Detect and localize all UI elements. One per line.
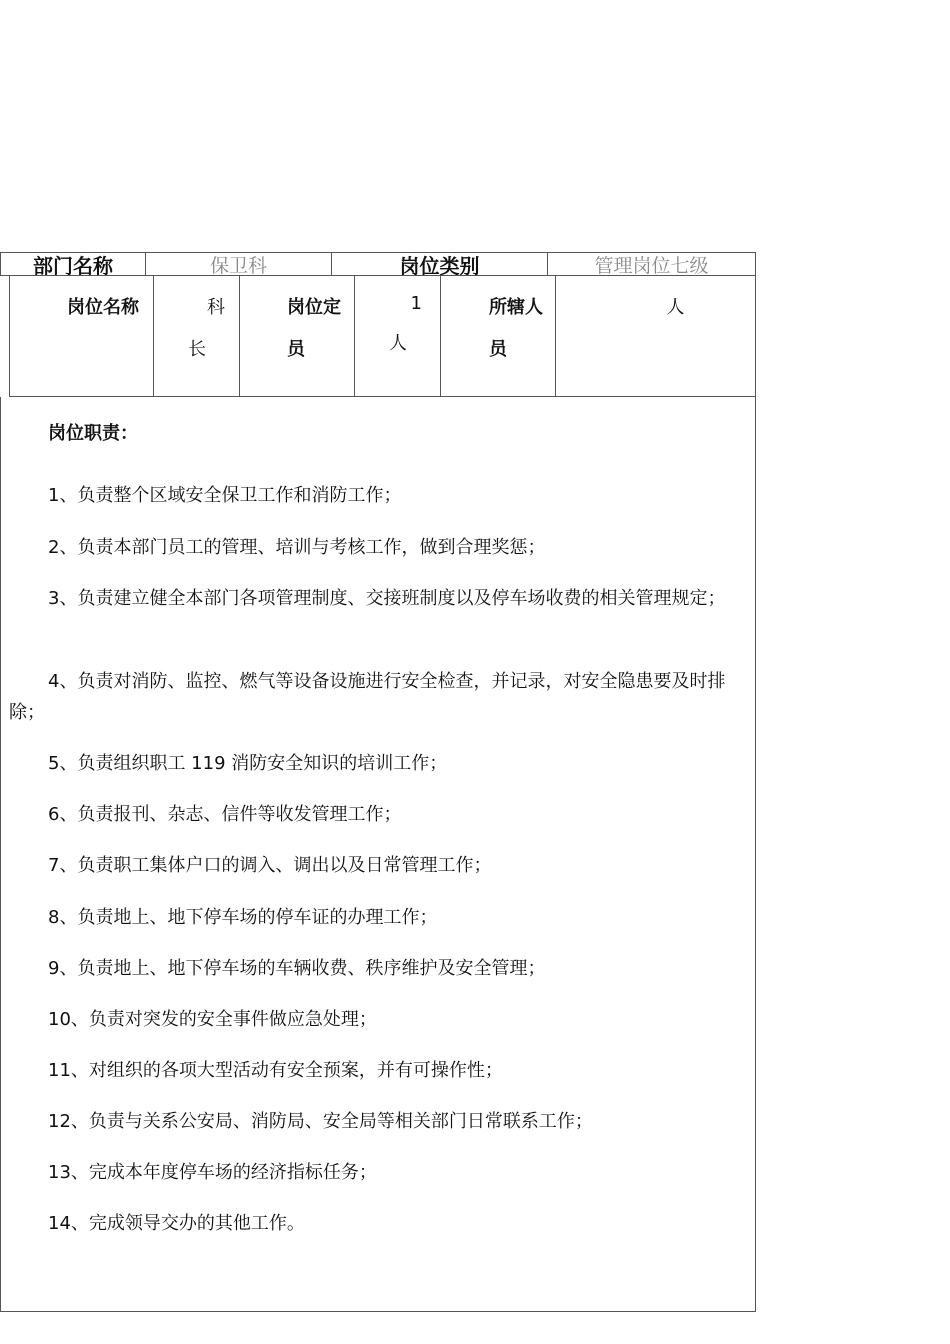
position-quota-label-line1: 岗位定 — [287, 297, 341, 318]
duty-item: 9、负责地上、地下停车场的车辆收费、秩序维护及安全管理； — [48, 958, 546, 979]
duty-item: 3、负责建立健全本部门各项管理制度、交接班制度以及停车场收费的相关管理规定； — [48, 588, 726, 609]
duty-item: 5、负责组织职工 119 消防安全知识的培训工作； — [48, 753, 448, 774]
duty-item: 10、负责对突发的安全事件做应急处理； — [48, 1009, 377, 1030]
duty-item: 7、负责职工集体户口的调入、调出以及日常管理工作； — [48, 855, 492, 876]
position-quota-label-cell — [240, 276, 355, 396]
staff-value-cell — [556, 276, 755, 396]
staff-label-line2: 员 — [489, 339, 507, 360]
duty-item: 8、负责地上、地下停车场的停车证的办理工作； — [48, 907, 438, 928]
position-name-value-line2: 长 — [188, 339, 206, 360]
staff-label-line1: 所辖人 — [489, 297, 543, 318]
position-quota-label-line2: 员 — [287, 339, 305, 360]
position-name-value-line1: 科 — [207, 297, 225, 318]
duty-item: 2、负责本部门员工的管理、培训与考核工作，做到合理奖惩； — [48, 537, 546, 558]
duty-item: 13、完成本年度停车场的经济指标任务； — [48, 1162, 377, 1183]
position-name-label: 岗位名称 — [67, 297, 139, 318]
position-quota-value-cell — [355, 276, 441, 396]
header-row — [0, 252, 756, 276]
staff-value: 人 — [666, 297, 685, 318]
position-name-label-cell — [10, 276, 154, 396]
position-quota-value-line2: 人 — [389, 333, 407, 354]
duty-item: 4、负责对消防、监控、燃气等设备设施进行安全检查，并记录，对安全隐患要及时排除； — [9, 671, 726, 723]
duty-item: 6、负责报刊、杂志、信件等收发管理工作； — [48, 804, 402, 825]
dept-value: 保卫科 — [146, 253, 332, 275]
duty-item: 14、完成领导交办的其他工作。 — [48, 1213, 305, 1234]
category-label: 岗位类别 — [332, 253, 548, 275]
position-name-value-cell — [154, 276, 240, 396]
duty-item: 1、负责整个区域安全保卫工作和消防工作； — [48, 485, 402, 506]
position-row — [9, 276, 756, 397]
duty-item: 12、负责与关系公安局、消防局、安全局等相关部门日常联系工作； — [48, 1111, 593, 1132]
staff-label-cell — [441, 276, 556, 396]
position-quota-value-line1: 1 — [410, 293, 422, 314]
dept-label: 部门名称 — [1, 253, 146, 275]
duty-item: 11、对组织的各项大型活动有安全预案，并有可操作性； — [48, 1060, 503, 1081]
category-value: 管理岗位七级 — [594, 254, 709, 275]
duties-title: 岗位职责： — [48, 423, 138, 444]
